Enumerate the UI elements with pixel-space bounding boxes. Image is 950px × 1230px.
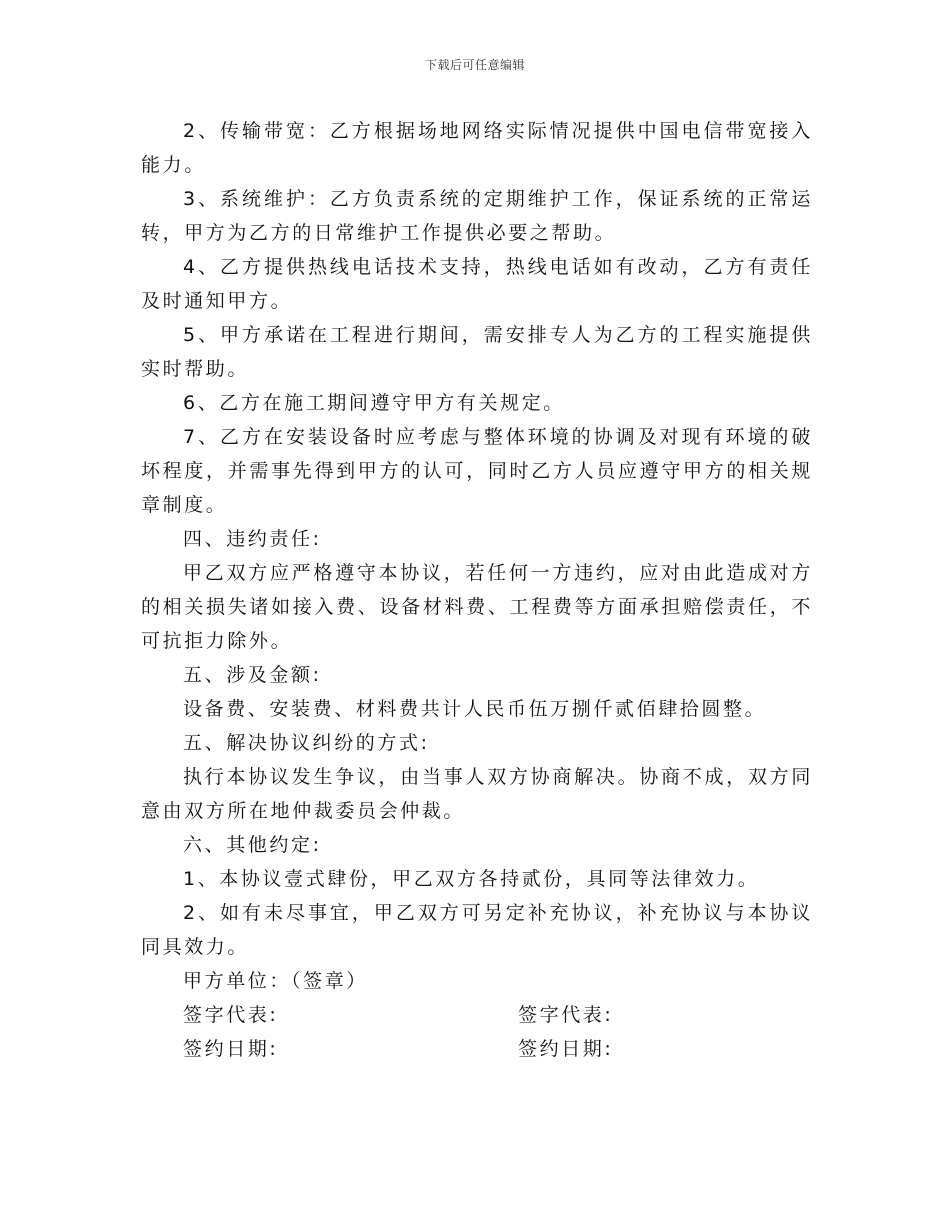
party-b-signing-date: 签约日期:	[518, 1038, 614, 1060]
breach-liability-text: 甲乙双方应严格遵守本协议，若任何一方违约，应对由此造成对方的相关损失诸如接入费、设备材料费、工程费等方面承担赔偿责任，不可抗拒力除外。	[141, 562, 813, 652]
signature-date-row	[141, 1032, 813, 1066]
clause-transmission-bandwidth: 2、传输带宽：乙方根据场地网络实际情况提供中国电信带宽接入能力。	[141, 120, 813, 176]
clause-system-maintenance: 3、系统维护：乙方负责系统的定期维护工作，保证系统的正常运转，甲方为乙方的日常维护工作提供必要之帮助。	[141, 188, 813, 244]
dispute-resolution-text: 执行本协议发生争议，由当事人双方协商解决。协商不成，双方同意由双方所在地仲裁委员会仲裁。	[141, 766, 813, 822]
clause-supplementary: 2、如有未尽事宜，甲乙双方可另定补充协议，补充协议与本协议同具效力。	[141, 902, 813, 958]
signature-rep-row	[141, 998, 813, 1032]
document-body	[141, 114, 813, 1066]
clause-installation-environment: 7、乙方在安装设备时应考虑与整体环境的协调及对现有环境的破坏程度，并需事先得到甲方的认可，同时乙方人员应遵守甲方的相关规章制度。	[141, 426, 813, 516]
party-a-signing-date: 签约日期:	[183, 1038, 279, 1060]
clause-dedicated-staff: 5、甲方承诺在工程进行期间，需安排专人为乙方的工程实施提供实时帮助。	[141, 324, 813, 380]
section-heading-dispute: 五、解决协议纠纷的方式:	[183, 732, 430, 754]
clause-construction-rules: 6、乙方在施工期间遵守甲方有关规定。	[183, 392, 565, 414]
section-heading-breach: 四、违约责任:	[183, 528, 322, 550]
page-header: 下载后可任意编辑	[424, 58, 525, 72]
clause-hotline-support: 4、乙方提供热线电话技术支持，热线电话如有改动，乙方有责任及时通知甲方。	[141, 256, 813, 312]
clause-copies: 1、本协议壹式肆份，甲乙双方各持贰份，具同等法律效力。	[183, 868, 760, 890]
party-a-signing-rep: 签字代表:	[183, 1004, 279, 1026]
amount-text: 设备费、安装费、材料费共计人民币伍万捌仟贰佰肆拾圆整。	[183, 698, 767, 720]
section-heading-amount: 五、涉及金额:	[183, 664, 322, 686]
section-heading-other: 六、其他约定:	[183, 834, 322, 856]
party-a-unit-seal: 甲方单位：（签章）	[183, 970, 368, 992]
party-b-signing-rep: 签字代表:	[518, 1004, 614, 1026]
